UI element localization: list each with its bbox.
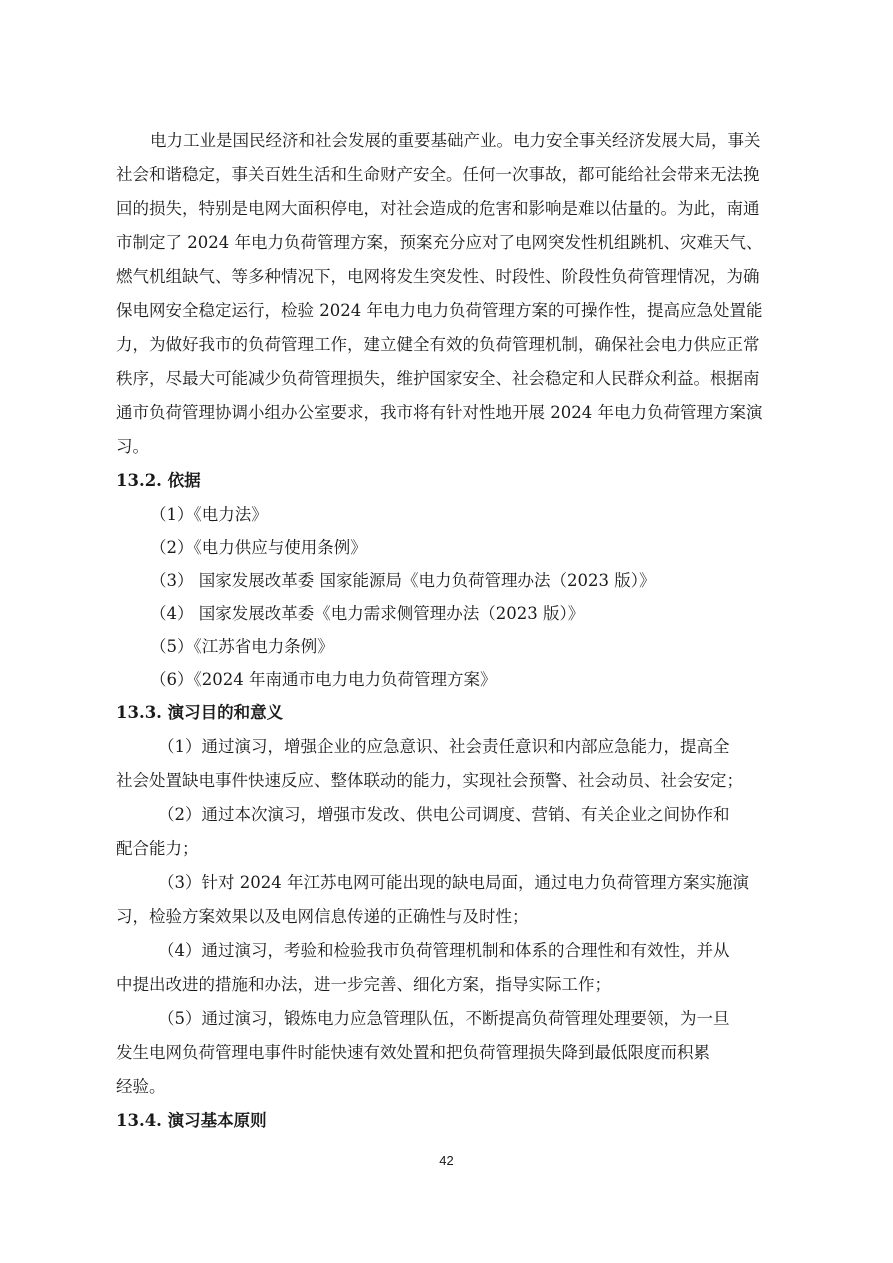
intro-line: 社会和谐稳定，事关百姓生活和生命财产安全。任何一次事故，都可能给社会带来无法挽	[116, 165, 760, 184]
intro-line: 秩序，尽最大可能减少负荷管理损失，维护国家安全、社会稳定和人民群众利益。根据南	[116, 369, 760, 388]
purpose-line: 习，检验方案效果以及电网信息传递的正确性与及时性；	[116, 907, 529, 926]
intro-line: 回的损失，特别是电网大面积停电，对社会造成的危害和影响是难以估量的。为此，南通	[116, 199, 760, 218]
intro-line: 通市负荷管理协调小组办公室要求，我市将有针对性地开展 2024 年电力负荷管理方案演	[116, 403, 763, 422]
section-heading-13-2: 13.2. 依据	[116, 471, 201, 490]
intro-line: 市制定了 2024 年电力负荷管理方案，预案充分应对了电网突发性机组跳机、灾难天气、	[116, 233, 763, 252]
purpose-line: 经验。	[116, 1077, 166, 1096]
section-heading-13-4: 13.4. 演习基本原则	[116, 1111, 267, 1130]
reference-item: （3） 国家发展改革委 国家能源局《电力负荷管理办法（2023 版）》	[150, 571, 656, 590]
intro-line: 力，为做好我市的负荷管理工作，建立健全有效的负荷管理机制，确保社会电力供应正常	[116, 335, 760, 354]
reference-item: （1）《电力法》	[150, 505, 268, 524]
reference-item: （6）《2024 年南通市电力电力负荷管理方案》	[150, 670, 497, 689]
purpose-line: 发生电网负荷管理电事件时能快速有效处置和把负荷管理损失降到最低限度而积累	[116, 1043, 710, 1062]
purpose-line: （2）通过本次演习，增强市发改、供电公司调度、营销、有关企业之间协作和	[158, 805, 730, 824]
purpose-line: 社会处置缺电事件快速反应、整体联动的能力，实现社会预警、社会动员、社会安定；	[116, 771, 743, 790]
intro-line: 电力工业是国民经济和社会发展的重要基础产业。电力安全事关经济发展大局，事关	[150, 131, 761, 150]
intro-line: 保电网安全稳定运行，检验 2024 年电力电力负荷管理方案的可操作性，提高应急处置能	[116, 301, 763, 320]
purpose-line: （4）通过演习，考验和检验我市负荷管理机制和体系的合理性和有效性，并从	[158, 941, 730, 960]
reference-item: （4） 国家发展改革委《电力需求侧管理办法（2023 版）》	[150, 604, 585, 623]
page-number: 42	[439, 1153, 454, 1168]
section-heading-13-3: 13.3. 演习目的和意义	[116, 703, 284, 722]
purpose-line: （3）针对 2024 年江苏电网可能出现的缺电局面，通过电力负荷管理方案实施演	[158, 873, 749, 892]
intro-line: 燃气机组缺气、等多种情况下，电网将发生突发性、时段性、阶段性负荷管理情况，为确	[116, 267, 760, 286]
purpose-line: （5）通过演习，锻炼电力应急管理队伍，不断提高负荷管理处理要领，为一旦	[158, 1009, 730, 1028]
reference-item: （2）《电力供应与使用条例》	[150, 538, 367, 557]
intro-line: 习。	[116, 437, 149, 456]
purpose-line: 配合能力；	[116, 839, 199, 858]
purpose-line: 中提出改进的措施和办法，进一步完善、细化方案，指导实际工作；	[116, 975, 611, 994]
reference-item: （5）《江苏省电力条例》	[150, 637, 334, 656]
purpose-line: （1）通过演习，增强企业的应急意识、社会责任意识和内部应急能力，提高全	[158, 737, 730, 756]
